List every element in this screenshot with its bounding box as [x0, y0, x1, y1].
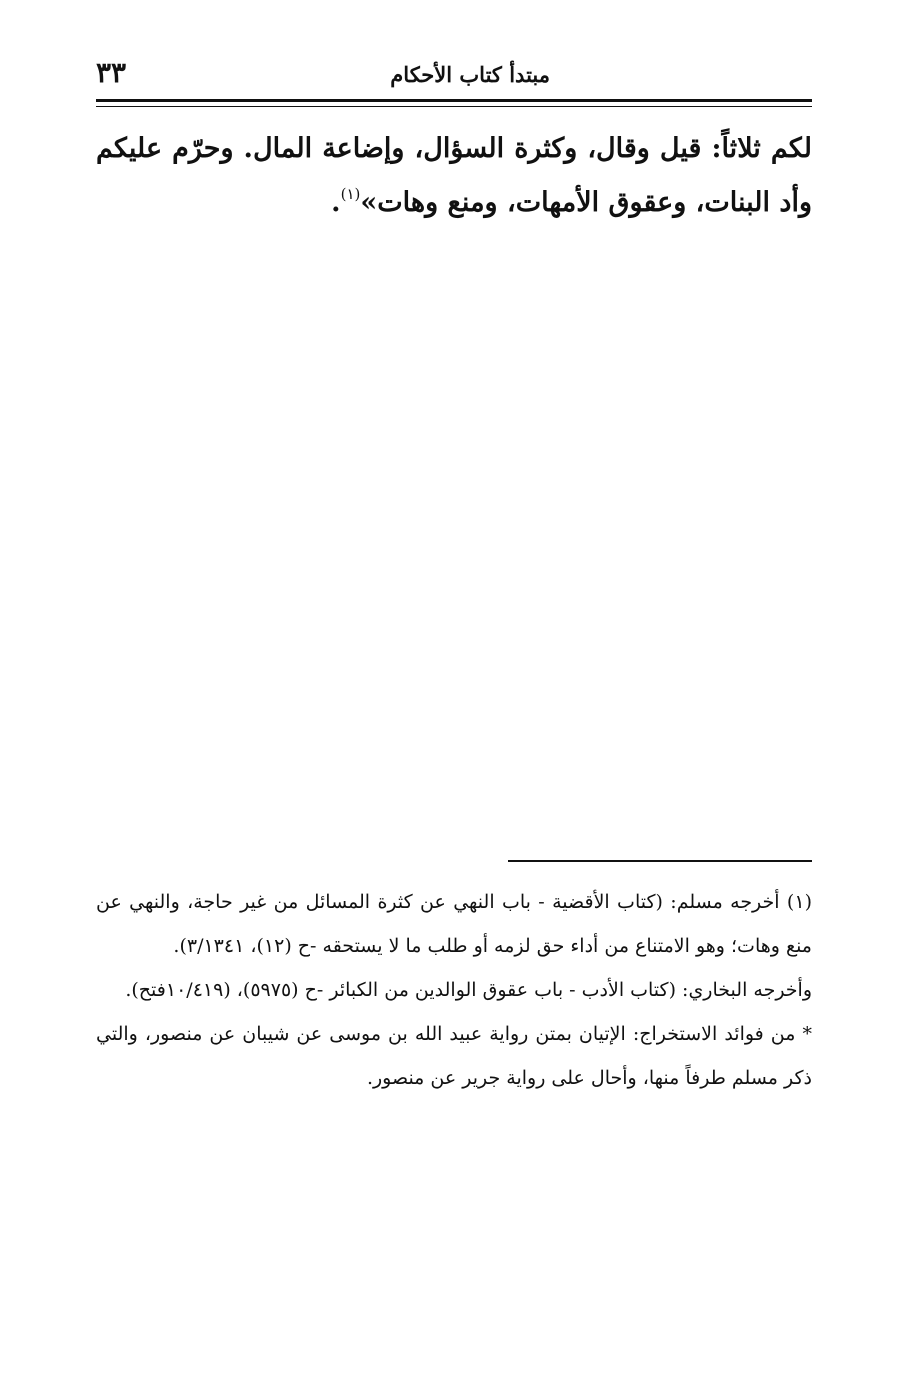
running-head-title: مبتدأ كتاب الأحكام: [390, 62, 550, 87]
main-text: [96, 122, 812, 230]
main-text-body: لكم ثلاثاً: قيل وقال، وكثرة السؤال، وإضاعة المال. وحرّم عليكم وأد البنات، وعقوق الأمهات، ومنع وهات»: [96, 133, 812, 218]
page-number: ٣٣: [96, 56, 127, 89]
footnote-ref: (١): [340, 185, 361, 203]
running-head: [96, 56, 812, 96]
footnotes: [96, 880, 812, 1100]
header-rule-thin: [96, 106, 812, 107]
footnote-1-bukhari: وأخرجه البخاري: (كتاب الأدب - باب عقوق الوالدين من الكبائر -ح (٥٩٧٥)، (١٠/٤١٩فتح).: [125, 979, 812, 1001]
footnote-1-muslim: (١) أخرجه مسلم: (كتاب الأقضية - باب النهي عن كثرة المسائل من غير حاجة، والنهي عن منع وهات؛ وهو الامتناع من أداء حق لزمه أو طلب ما لا يستحقه -ح (١٢)، ٣/١٣٤١).: [96, 891, 812, 957]
footnote-extraction-benefit: * من فوائد الاستخراج: الإتيان بمتن رواية عبيد الله بن موسى عن شيبان عن منصور، والتي ذكر مسلم طرفاً منها، وأحال على رواية جرير عن منصور.: [96, 1023, 812, 1089]
main-text-end: .: [331, 187, 341, 218]
header-rule-thick: [96, 99, 812, 102]
footnote-separator: [508, 860, 812, 862]
